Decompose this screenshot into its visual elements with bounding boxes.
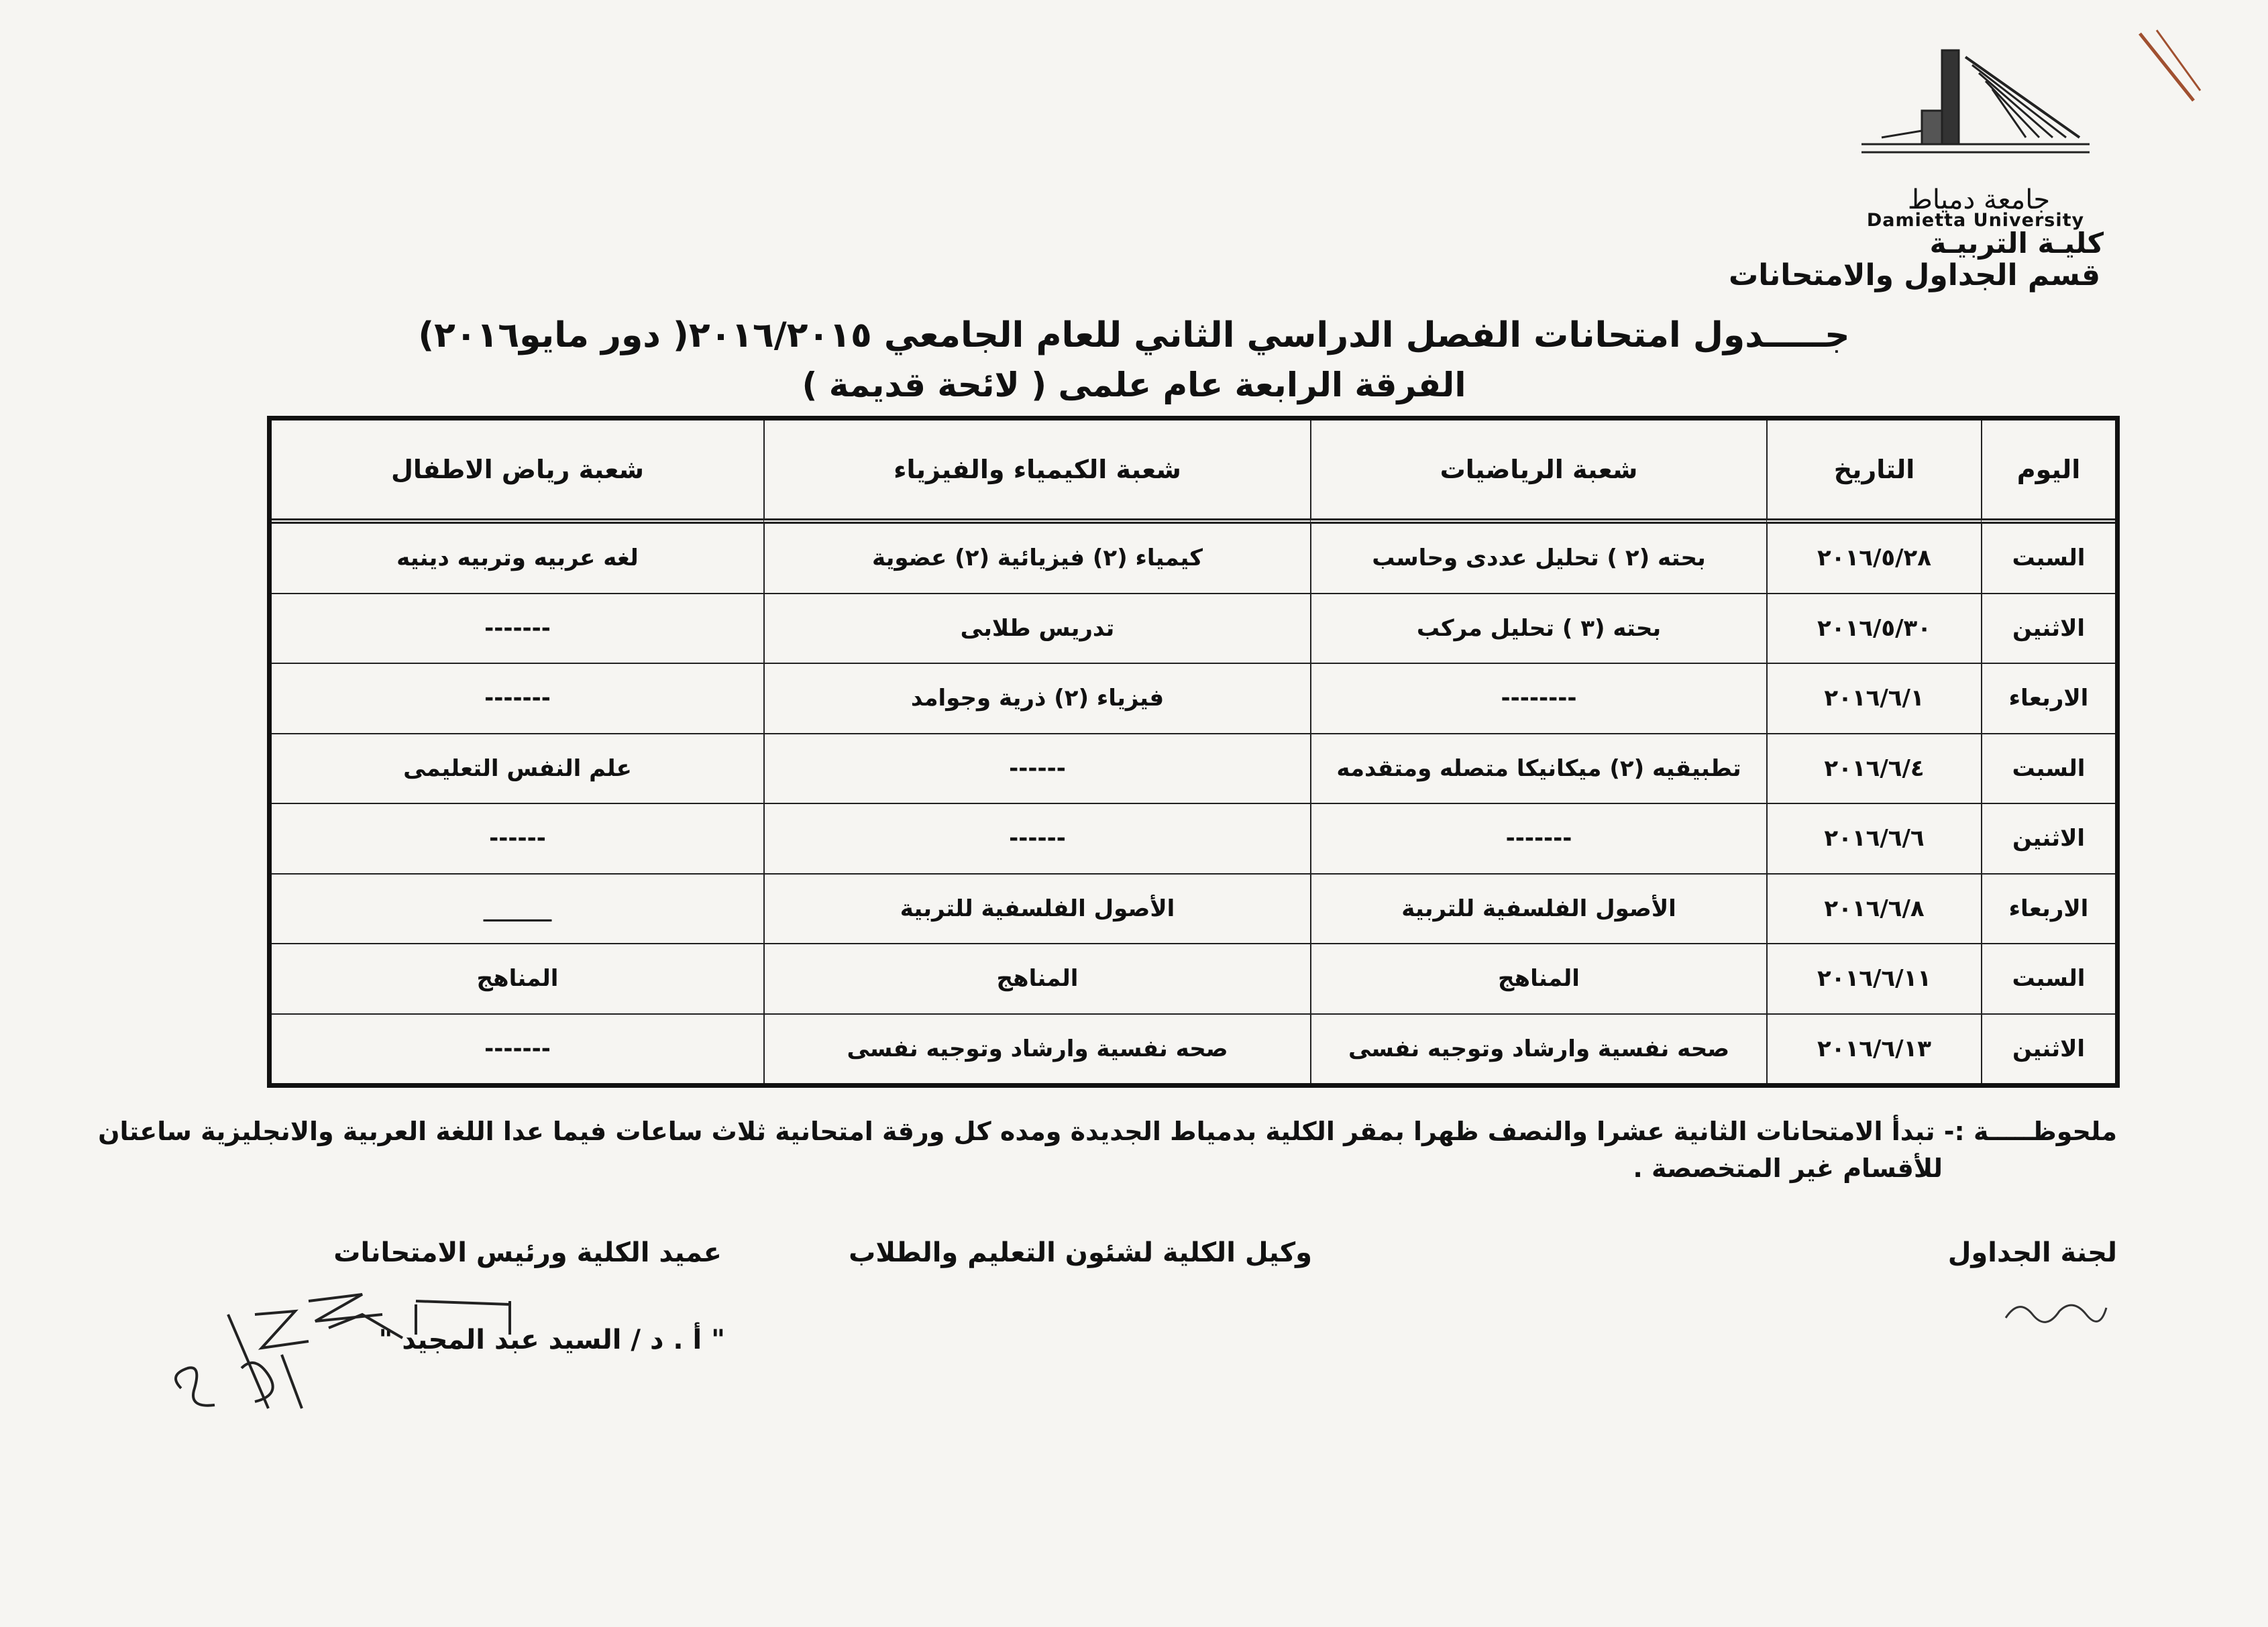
faculty-name: كليـة التربيـة	[1929, 227, 2104, 260]
cell-math: تطبيقيه (٢) ميكانيكا متصله ومتقدمه	[1310, 734, 1766, 805]
logo-arabic-text: جامعة دمياط	[1907, 184, 2051, 215]
cell-kindergarten: -------	[272, 594, 763, 665]
cell-math: بحته (٣ ) تحليل مركب	[1310, 594, 1766, 665]
cell-date: ٢٠١٦/٦/٨	[1766, 875, 1981, 945]
corner-mark	[2133, 27, 2207, 107]
department-name: قسم الجداول والامتحانات	[1729, 258, 2100, 292]
cell-kindergarten: لغه عربيه وتربيه دينيه	[272, 524, 763, 594]
cell-date: ٢٠١٦/٦/١١	[1766, 944, 1981, 1015]
cell-day: الاربعاء	[1981, 875, 2115, 945]
cell-kindergarten: ______	[272, 875, 763, 945]
header-chem-phys: شعبة الكيمياء والفيزياء	[763, 420, 1310, 524]
cell-chem-phys: تدريس طلابى	[763, 594, 1310, 665]
cell-chem-phys: المناهج	[763, 944, 1310, 1015]
cell-date: ٢٠١٦/٥/٢٨	[1766, 524, 1981, 594]
cell-chem-phys: ------	[763, 734, 1310, 805]
cell-chem-phys: فيزياء (٢) ذرية وجوامد	[763, 664, 1310, 734]
table-row	[272, 944, 2115, 1015]
header-day: اليوم	[1981, 420, 2115, 524]
cell-day: الاثنين	[1981, 594, 2115, 665]
header-math: شعبة الرياضيات	[1310, 420, 1766, 524]
cell-chem-phys: كيمياء (٢) فيزيائية (٢) عضوية	[763, 524, 1310, 594]
schedule-subtitle: الفرقة الرابعة عام علمى ( لائحة قديمة )	[802, 366, 1466, 404]
cell-date: ٢٠١٦/٥/٣٠	[1766, 594, 1981, 665]
cell-kindergarten: ------	[272, 804, 763, 875]
cell-chem-phys: صحه نفسية وارشاد وتوجيه نفسى	[763, 1015, 1310, 1084]
note-line-2: للأقسام غير المتخصصة .	[1633, 1154, 1943, 1183]
exam-schedule-table	[267, 416, 2120, 1088]
table-row	[272, 524, 2115, 594]
note-line-1: ملحوظـــــة :- تبدأ الامتحانات الثانية عشرا والنصف ظهرا بمقر الكلية بدمياط الجديدة ومده كل ورقة امتحانية ثلاث ساعات فيما عدا اللغة العربية والانجليزية ساعتان	[98, 1117, 2117, 1146]
cell-kindergarten: -------	[484, 1035, 551, 1062]
table-row	[272, 875, 2115, 945]
cell-math: المناهج	[1310, 944, 1766, 1015]
cell-math: --------	[1310, 664, 1766, 734]
cell-date: ٢٠١٦/٦/١	[1766, 664, 1981, 734]
table-row	[272, 804, 2115, 875]
university-logo	[1841, 30, 2110, 231]
table-row	[272, 734, 2115, 805]
cell-day: الاثنين	[1981, 804, 2115, 875]
logo-english-text: Damietta University	[1866, 210, 2085, 231]
cell-date: ٢٠١٦/٦/٦	[1766, 804, 1981, 875]
schedule-title: جـــــدول امتحانات الفصل الدراسي الثاني للعام الجامعي ٢٠١٦/٢٠١٥( دور مايو٢٠١٦)	[418, 315, 1850, 355]
header-kindergarten: شعبة رياض الاطفال	[272, 420, 763, 524]
cell-chem-phys: الأصول الفلسفية للتربية	[763, 875, 1310, 945]
table-row	[272, 664, 2115, 734]
cell-kindergarten: المناهج	[272, 944, 763, 1015]
cell-day: الاربعاء	[1981, 664, 2115, 734]
dean-name: " أ . د / السيد عبد المجيد "	[378, 1325, 725, 1355]
cell-chem-phys: ------	[763, 804, 1310, 875]
cell-day: السبت	[1981, 524, 2115, 594]
cell-day: الاثنين	[1981, 1015, 2115, 1084]
cell-math: الأصول الفلسفية للتربية	[1310, 875, 1766, 945]
table-header-row	[272, 420, 2115, 524]
cell-math: صحه نفسية وارشاد وتوجيه نفسى	[1310, 1015, 1766, 1084]
header-date: التاريخ	[1766, 420, 1981, 524]
signature-dean-label: عميد الكلية ورئيس الامتحانات	[333, 1237, 722, 1268]
table-row	[272, 594, 2115, 665]
logo-emblem	[1855, 30, 2096, 184]
cell-kindergarten: -------	[272, 664, 763, 734]
cell-math: بحته (٢ ) تحليل عددى وحاسب	[1310, 524, 1766, 594]
cell-date: ٢٠١٦/٦/٤	[1766, 734, 1981, 805]
signature-vice-dean-label: وكيل الكلية لشئون التعليم والطلاب	[849, 1237, 1312, 1268]
cell-day: السبت	[1981, 734, 2115, 805]
table-row	[272, 1015, 2115, 1084]
cell-math: -------	[1310, 804, 1766, 875]
cell-date: ٢٠١٦/٦/١٣	[1766, 1015, 1981, 1084]
cell-day: السبت	[1981, 944, 2115, 1015]
signature-committee-label: لجنة الجداول	[1947, 1237, 2117, 1268]
dean-handwritten-signature	[161, 1274, 577, 1442]
committee-signature-scribble	[1999, 1284, 2113, 1338]
cell-kindergarten: علم النفس التعليمى	[272, 734, 763, 805]
